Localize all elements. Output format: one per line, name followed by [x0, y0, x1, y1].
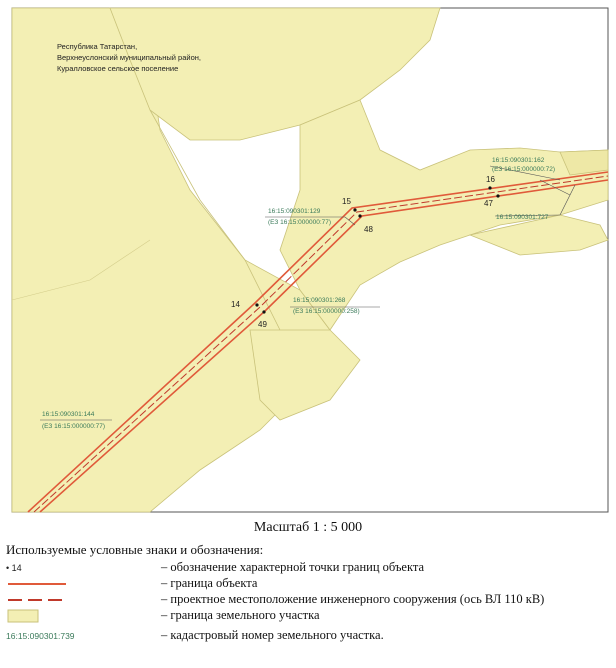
- admin-label-line-3: Куралловское сельское поселение: [57, 64, 179, 73]
- point-label-49: 49: [258, 320, 267, 329]
- legend-item-object-boundary: [6, 576, 610, 592]
- cadastral-label: 16:15:090301:268: [293, 297, 346, 304]
- legend-symbol-boundary: [6, 576, 126, 592]
- legend-item-cadastral-number: [6, 628, 610, 644]
- legend-symbol-parcel: [6, 608, 126, 624]
- legend-text: – граница объекта: [161, 576, 258, 590]
- legend-text: – граница земельного участка: [161, 608, 320, 622]
- point-label-14: 14: [231, 300, 240, 309]
- legend-symbol-cadastral: 16:15:090301:739: [6, 631, 75, 641]
- legend-text: – кадастровый номер земельного участка.: [161, 628, 384, 642]
- point-14: [255, 303, 258, 306]
- cadastral-label: 16:15:090301:129: [268, 208, 321, 215]
- cadastral-label: 16:15:090301:144: [42, 411, 95, 418]
- point-47: [496, 194, 499, 197]
- cadastral-label: (ЕЗ 16:15:000000:258): [293, 308, 360, 315]
- point-49: [262, 310, 265, 313]
- legend-item-point: [6, 560, 610, 576]
- legend-symbol-point: • 14: [6, 563, 22, 573]
- admin-label-line-1: Республика Татарстан,: [57, 42, 138, 51]
- cadastral-label: (ЕЗ 16:15:000000:77): [268, 219, 332, 226]
- admin-label-line-2: Верхнеуслонский муниципальный район,: [57, 53, 201, 62]
- legend-text: – проектное местоположение инженерного сооружения (ось ВЛ 110 кВ): [161, 592, 545, 606]
- point-label-48: 48: [364, 225, 373, 234]
- legend-text: – обозначение характерной точки границ объекта: [161, 560, 425, 574]
- point-label-47: 47: [484, 199, 493, 208]
- legend-symbol-power-line: [6, 592, 126, 608]
- cadastral-label: 16:15:090301:162: [492, 157, 545, 164]
- legend-item-land-parcel: [6, 608, 610, 624]
- map-scale: Масштаб 1 : 5 000: [253, 520, 363, 535]
- cadastral-label: 16:15:090301:727: [496, 214, 549, 221]
- point-15: [353, 208, 356, 211]
- legend-item-power-line: [6, 592, 610, 608]
- cadastral-label: (ЕЗ 16:15:000000:72): [492, 166, 556, 173]
- point-48: [358, 214, 361, 217]
- cadastral-label: (ЕЗ 16:15:000000:77): [42, 423, 106, 430]
- point-label-15: 15: [342, 197, 351, 206]
- point-16: [488, 186, 491, 189]
- point-label-16: 16: [486, 175, 495, 184]
- legend-title: Используемые условные знаки и обозначения:: [6, 542, 264, 557]
